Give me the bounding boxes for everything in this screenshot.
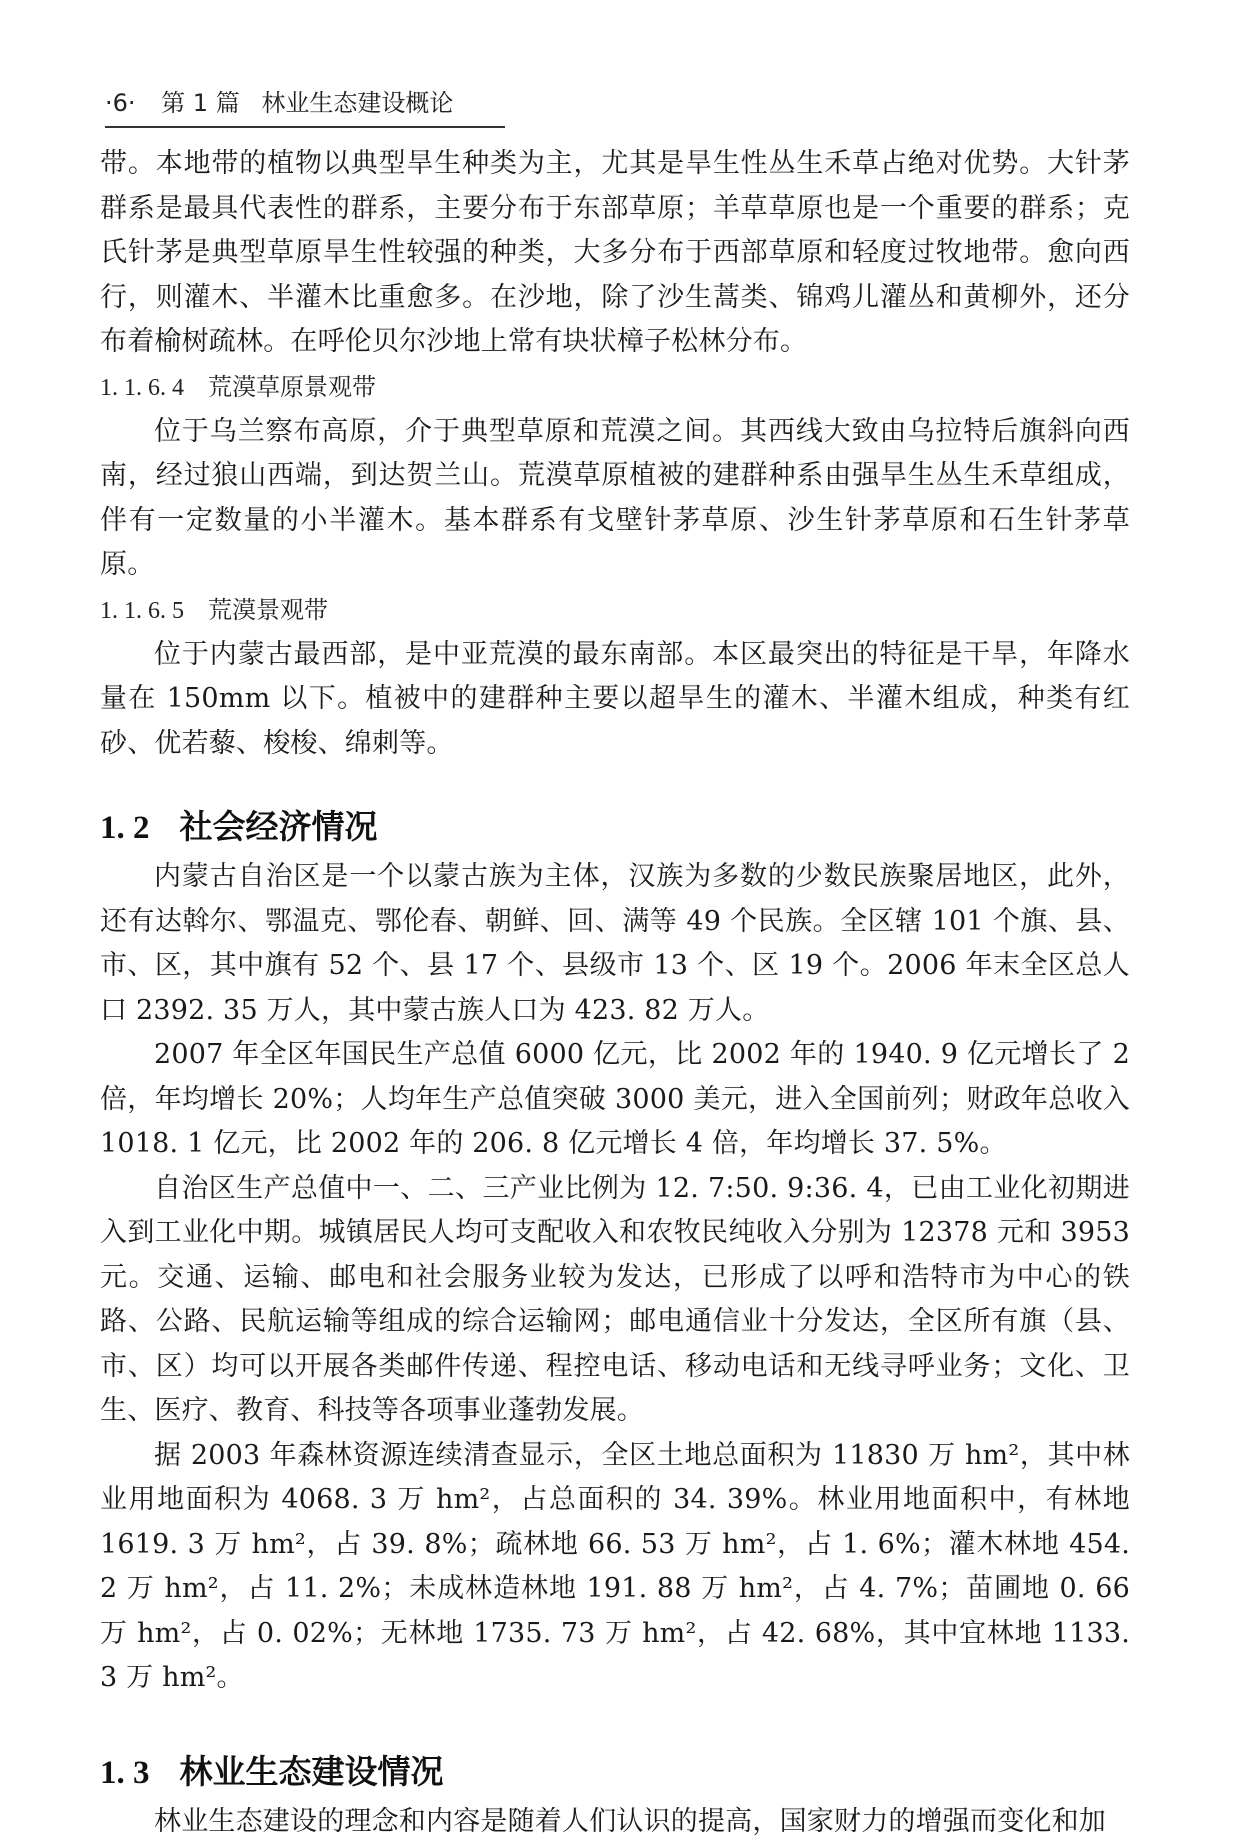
subheading-1-1-6-5 — [100, 588, 1130, 633]
running-header — [105, 86, 505, 120]
section-title: 林业生态建设情况 — [180, 1752, 444, 1791]
section-heading-1-2 — [100, 800, 1130, 855]
subheading-number: 1. 1. 6. 4 — [100, 375, 184, 401]
section-gap — [100, 1701, 1130, 1745]
page-body — [100, 142, 1130, 1844]
subheading-number: 1. 1. 6. 5 — [100, 598, 184, 624]
subheading-title: 荒漠草原景观带 — [208, 373, 376, 401]
section-gap — [100, 766, 1130, 800]
paragraph: 内蒙古自治区是一个以蒙古族为主体，汉族为多数的少数民族聚居地区，此外，还有达斡尔、鄂温克、鄂伦春、朝鲜、回、满等 49 个民族。全区辖 101 个旗、县、市、区，其中旗有 52 个、县 17 个、县级市 13 个、区 19 个。2006 年末全区总人口 2392. 35 万人，其中蒙古族人口为 423. 82 万人。 — [100, 855, 1130, 1033]
subheading-1-1-6-4 — [100, 365, 1130, 410]
paragraph-desert: 位于内蒙古最西部，是中亚荒漠的最东南部。本区最突出的特征是干旱，年降水量在 150mm 以下。植被中的建群种主要以超旱生的灌木、半灌木组成，种类有红砂、优若藜、梭梭、绵刺等。 — [100, 633, 1130, 767]
paragraph: 据 2003 年森林资源连续清查显示，全区土地总面积为 11830 万 hm²，其中林业用地面积为 4068. 3 万 hm²，占总面积的 34. 39%。林业用地面积中，有林地 1619. 3 万 hm²，占 39. 8%；疏林地 66. 53 万 hm²，占 1. 6%；灌木林地 454. 2 万 hm²，占 11. 2%；未成林造林地 191. 88 万 hm²，占 4. 7%；苗圃地 0. 66 万 hm²，占 0. 02%；无林地 1735. 73 万 hm²，占 42. 68%，其中宜林地 1133. 3 万 hm²。 — [100, 1434, 1130, 1701]
section-title: 社会经济情况 — [180, 807, 378, 846]
paragraph: 自治区生产总值中一、二、三产业比例为 12. 7:50. 9:36. 4，已由工业化初期进入到工业化中期。城镇居民人均可支配收入和农牧民纯收入分别为 12378 元和 3953 元。交通、运输、邮电和社会服务业较为发达，已形成了以呼和浩特市为中心的铁路、公路、民航运输等组成的综合运输网；邮电通信业十分发达，全区所有旗（县、市、区）均可以开展各类邮件传递、程控电话、移动电话和无线寻呼业务；文化、卫生、医疗、教育、科技等各项事业蓬勃发展。 — [100, 1167, 1130, 1434]
section-number: 1. 2 — [100, 810, 150, 846]
part-title: 林业生态建设概论 — [261, 89, 453, 117]
part-label: 第 1 篇 — [161, 89, 240, 117]
page-number: ·6· — [105, 89, 136, 117]
subheading-title: 荒漠景观带 — [208, 596, 328, 624]
continued-paragraph: 带。本地带的植物以典型旱生种类为主，尤其是旱生性丛生禾草占绝对优势。大针茅群系是最具代表性的群系，主要分布于东部草原；羊草草原也是一个重要的群系；克氏针茅是典型草原旱生性较强的种类，大多分布于西部草原和轻度过牧地带。愈向西行，则灌木、半灌木比重愈多。在沙地，除了沙生蒿类、锦鸡儿灌丛和黄柳外，还分布着榆树疏林。在呼伦贝尔沙地上常有块状樟子松林分布。 — [100, 142, 1130, 365]
header-rule — [105, 126, 505, 128]
paragraph: 林业生态建设的理念和内容是随着人们认识的提高，国家财力的增强而变化和加 — [100, 1800, 1130, 1844]
section-heading-1-3 — [100, 1745, 1130, 1800]
paragraph-desert-steppe: 位于乌兰察布高原，介于典型草原和荒漠之间。其西线大致由乌拉特后旗斜向西南，经过狼山西端，到达贺兰山。荒漠草原植被的建群种系由强旱生丛生禾草组成，伴有一定数量的小半灌木。基本群系有戈壁针茅草原、沙生针茅草原和石生针茅草原。 — [100, 410, 1130, 588]
paragraph: 2007 年全区年国民生产总值 6000 亿元，比 2002 年的 1940. 9 亿元增长了 2 倍，年均增长 20%；人均年生产总值突破 3000 美元，进入全国前列；财政年总收入 1018. 1 亿元，比 2002 年的 206. 8 亿元增长 4 倍，年均增长 37. 5%。 — [100, 1033, 1130, 1167]
section-number: 1. 3 — [100, 1755, 150, 1791]
